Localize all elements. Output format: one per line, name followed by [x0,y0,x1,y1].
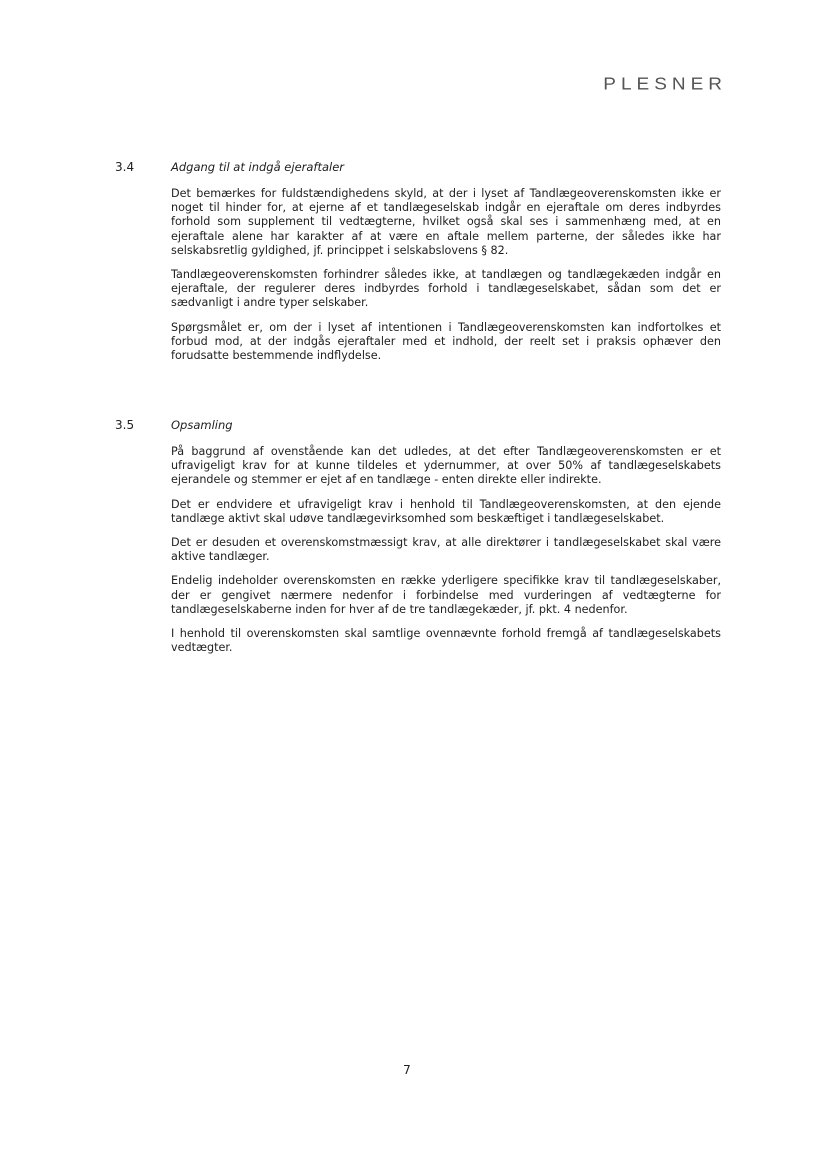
section-number: 3.4 [115,160,135,174]
section-body [171,445,721,665]
plesner-logo: PLESNER [603,75,727,94]
paragraph: Endelig indeholder overenskomsten en række yderligere specifikke krav til tandlægeselskaber, der er gengivet nærmere nedenfor i forbindelse med vurderingen af vedtægterne for tandlægeselskaberne inden for hver af de tre tandlægekæder, jf. pkt. 4 nedenfor. [171,574,721,616]
paragraph: Det bemærkes for fuldstændighedens skyld, at der i lyset af Tandlægeoverenskomsten ikke er noget til hinder for, at ejerne af et tandlægeselskab indgår en ejeraftale om deres indbyrdes forhold som supplement til vedtægterne, hvilket også skal ses i sammenhæng med, at en ejeraftale alene har karakter af at være en aftale mellem parterne, der således ikke har selskabsretlig gyldighed, jf. princippet i selskabslovens § 82. [171,187,721,257]
paragraph: På baggrund af ovenstående kan det udledes, at det efter Tandlægeoverenskomsten er et ufravigeligt krav for at kunne tildeles et ydernummer, at over 50% af tandlægeselskabets ejerandele og stemmer er ejet af en tandlæge - enten direkte eller indirekte. [171,445,721,487]
page-number: 7 [403,1063,411,1077]
paragraph: I henhold til overenskomsten skal samtlige ovennævnte forhold fremgå af tandlægeselskabets vedtægter. [171,627,721,655]
paragraph: Tandlægeoverenskomsten forhindrer således ikke, at tandlægen og tandlægekæden indgår en ejeraftale, der regulerer deres indbyrdes forhold i tandlægeselskabet, sådan som det er sædvanligt i andre typer selskaber. [171,268,721,310]
section-heading: Opsamling [171,418,233,432]
paragraph: Spørgsmålet er, om der i lyset af intentionen i Tandlægeoverenskomsten kan indfortolkes et forbud mod, at der indgås ejeraftaler med et indhold, der reelt set i praksis ophæver den forudsatte bestemmende indflydelse. [171,320,721,363]
section-body [171,187,721,373]
section-heading: Adgang til at indgå ejeraftaler [171,160,345,174]
section-number: 3.5 [115,418,135,432]
paragraph: Det er endvidere et ufravigeligt krav i henhold til Tandlægeoverenskomsten, at den ejende tandlæge aktivt skal udøve tandlægevirksomhed som beskæftiget i tandlægeselskabet. [171,497,721,525]
paragraph: Det er desuden et overenskomstmæssigt krav, at alle direktører i tandlægeselskabet skal være aktive tandlæger. [171,536,721,564]
